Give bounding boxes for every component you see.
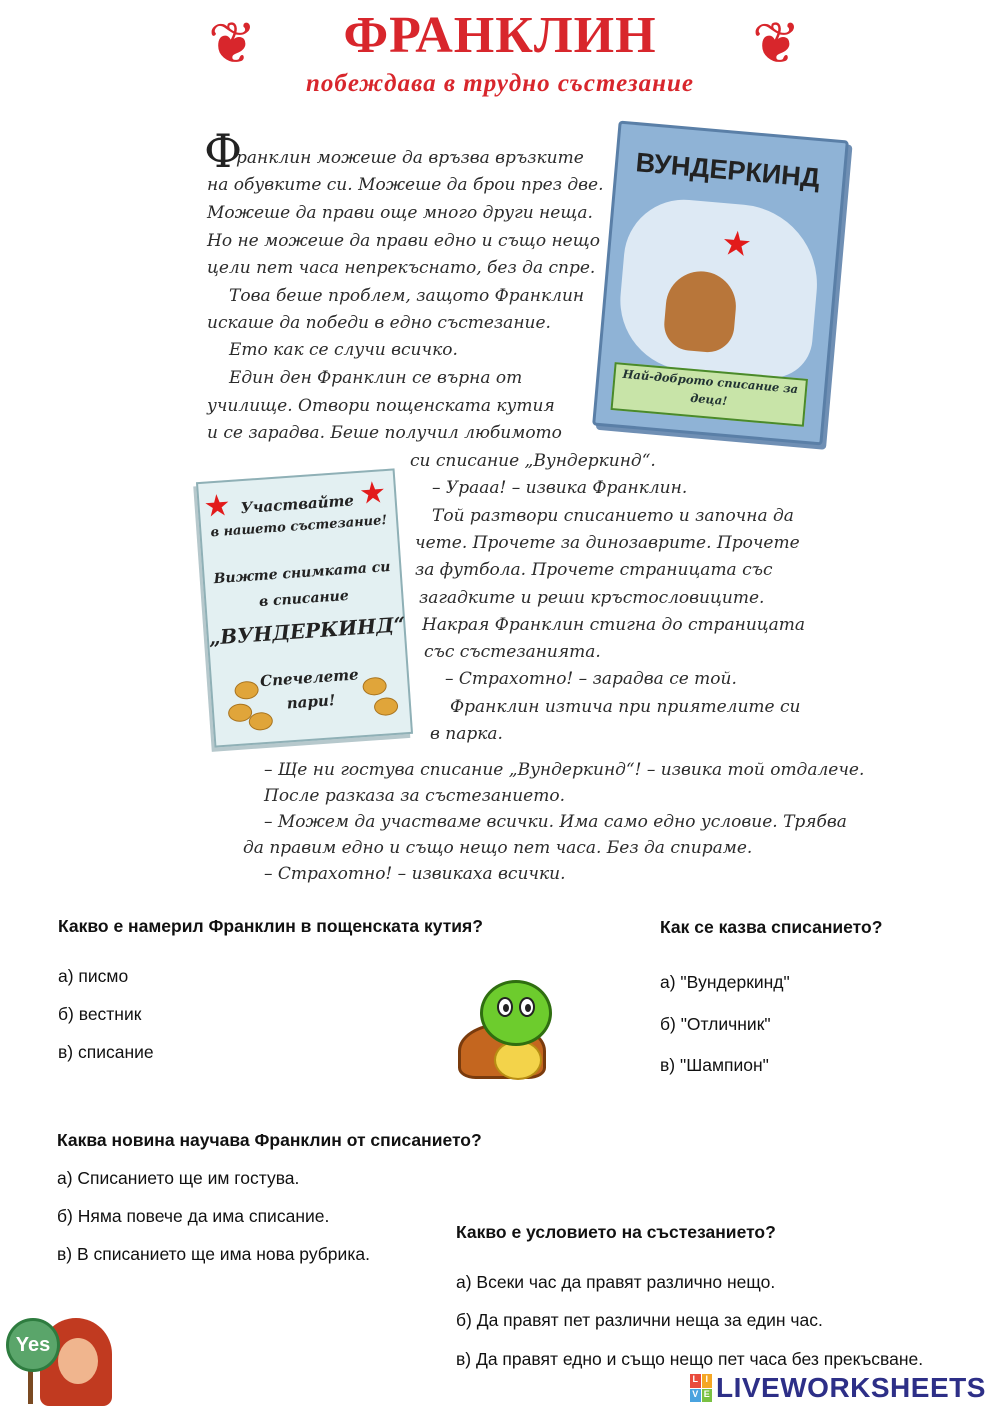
story-line: – Ще ни гостува списание „Вундеркинд“! – извика той отдалече. [264, 760, 865, 780]
story-line: Той разтвори списанието и започна да [432, 506, 794, 526]
contest-ad-line: пари! [286, 691, 336, 713]
q3-option-b[interactable]: б) Няма повече да има списание. [57, 1206, 330, 1226]
turtle-eye [497, 997, 513, 1017]
q2-option-b[interactable]: б) "Отличник" [660, 1014, 771, 1034]
liveworksheets-logo [690, 1372, 986, 1404]
story-line: чете. Прочете за динозаврите. Прочете [415, 533, 800, 553]
story-line: Но не можеше да прави едно и също нещо [207, 231, 600, 251]
contest-ad-line: Вижте снимката си [213, 558, 391, 588]
contest-ad-line: в нашето състезание! [210, 513, 388, 541]
question-1: Какво е намерил Франклин в пощенската кутия? [58, 916, 483, 936]
star-icon: ★ [202, 488, 232, 524]
turtle-eye [519, 997, 535, 1017]
flower-ornament-right-icon: ❦ [752, 9, 801, 77]
flower-ornament-left-icon: ❦ [208, 9, 257, 77]
q4-option-b[interactable]: б) Да правят пет различни неща за един час. [456, 1310, 823, 1330]
turtle-head [480, 980, 552, 1046]
contest-ad-line: Спечелете [259, 665, 360, 691]
story-line: – Страхотно! – извикаха всички. [264, 864, 566, 884]
story-line: – Страхотно! – зарадва се той. [445, 669, 737, 689]
story-line: в парка. [430, 724, 503, 744]
story-line: си списание „Вундеркинд“. [410, 451, 656, 471]
story-line: и се зарадва. Беше получил любимото [207, 423, 562, 443]
contest-ad-line: в списание [258, 587, 350, 611]
story-line: да правим едно и също нещо пет часа. Без да спираме. [243, 838, 753, 858]
contest-ad-illustration [196, 468, 413, 747]
story-line: После разказа за състезанието. [264, 786, 565, 806]
q4-option-a[interactable]: а) Всеки час да правят различно нещо. [456, 1272, 776, 1292]
story-line: Накрая Франклин стигна до страницата [422, 615, 806, 635]
question-4: Какво е условието на състезанието? [456, 1222, 776, 1242]
story-line: Можеше да прави още много други неща. [207, 203, 593, 223]
story-line: – Урааа! – извика Франклин. [432, 478, 688, 498]
q1-option-c[interactable]: в) списание [58, 1042, 154, 1062]
q2-option-c[interactable]: в) "Шампион" [660, 1055, 769, 1075]
story-line: Ето как се случи всичко. [229, 340, 458, 360]
q1-option-b[interactable]: б) вестник [58, 1004, 142, 1024]
story-line: със състезанията. [424, 642, 601, 662]
q4-option-c[interactable]: в) Да правят едно и също нещо пет часа без прекъсване. [456, 1349, 924, 1369]
story-line: ранклин можеше да връзва връзките [236, 148, 584, 168]
story-dropcap: Ф [204, 124, 243, 178]
story-line: училище. Отвори пощенската кутия [207, 396, 555, 416]
q3-option-a[interactable]: а) Списанието ще им гостува. [57, 1168, 300, 1188]
coin-icon [248, 712, 273, 732]
story-line: Един ден Франклин се върна от [229, 368, 523, 388]
magazine-cover-banner: Най-доброто списание за деца! [611, 362, 808, 427]
magazine-cover-illustration [592, 121, 849, 446]
q1-option-a[interactable]: а) писмо [58, 966, 129, 986]
story-line: искаше да победи в едно състезание. [207, 313, 551, 333]
turtle-belly [494, 1040, 542, 1080]
story-line: – Можем да участваме всички. Има само едно условие. Трябва [264, 812, 847, 832]
story-line: на обувките си. Можеше да брои през две. [207, 175, 604, 195]
star-icon: ★ [358, 476, 388, 511]
story-line: загадките и реши кръстословиците. [419, 588, 765, 608]
logo-text: LIVEWORKSHEETS [716, 1372, 986, 1403]
story-line: за футбола. Прочете страницата със [415, 560, 773, 580]
page-title: ФРАНКЛИН [343, 7, 657, 64]
q2-option-a[interactable]: а) "Вундеркинд" [660, 972, 790, 992]
contest-ad-line: „ВУНДЕРКИНД“ [208, 612, 407, 650]
magazine-cover-title: ВУНДЕРКИНД [634, 147, 822, 194]
page-subtitle: побеждава в трудно състезание [306, 70, 694, 97]
story-line: Това беше проблем, защото Франклин [229, 286, 585, 306]
coin-icon [373, 697, 398, 717]
story-line: Франклин изтича при приятелите си [450, 697, 801, 717]
q3-option-c[interactable]: в) В списанието ще има нова рубрика. [57, 1244, 370, 1264]
question-2: Как се казва списанието? [660, 917, 883, 937]
story-line: цели пет часа непрекъснато, без да спре. [207, 258, 596, 278]
avatar-face [58, 1338, 98, 1384]
logo-icon: L I V E [690, 1374, 712, 1402]
yes-sign: Yes [6, 1318, 60, 1372]
star-icon: ★ [719, 224, 754, 265]
question-3: Каква новина научава Франклин от списанието? [57, 1130, 482, 1150]
contest-ad-line: Участвайте [239, 491, 355, 518]
